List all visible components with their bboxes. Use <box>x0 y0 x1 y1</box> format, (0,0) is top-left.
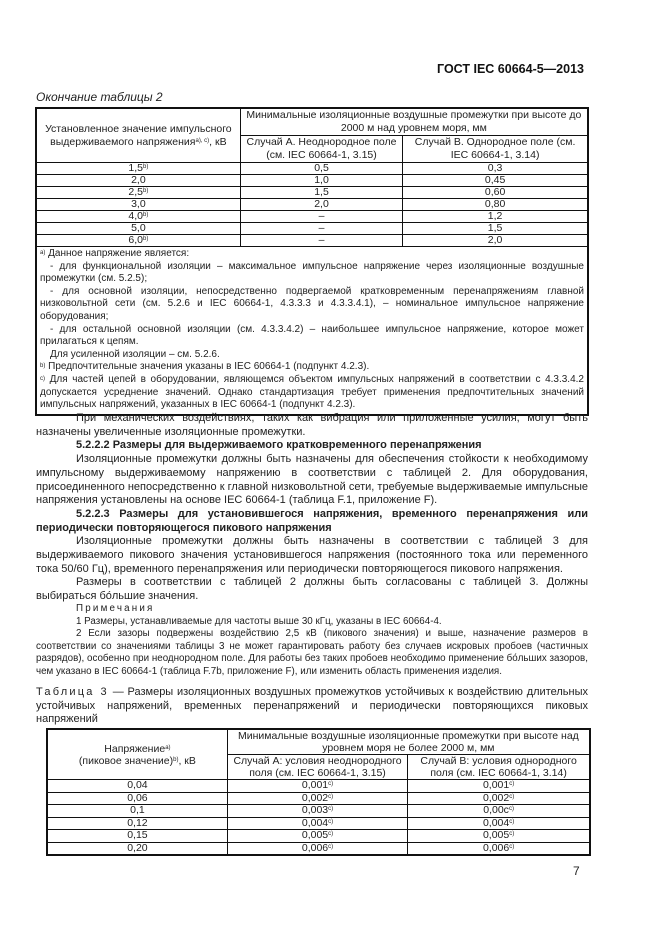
table3-colB-header: Случай В: условия однородного поля (см. IEC 60664-1, 3.14) <box>408 755 590 780</box>
notes-block <box>36 603 588 678</box>
voltage-cell <box>36 175 240 187</box>
note-1: 1 Размеры, устанавливаемые для частоты выше 30 кГц, указаны в IEC 60664-4. <box>76 615 442 627</box>
caseA-cell: 1,0 <box>240 175 402 187</box>
value: 0,006 <box>301 841 329 854</box>
caseB-cell: 1,5 <box>403 223 588 235</box>
footnote-ref: c) <box>328 843 334 850</box>
value: 1,5 <box>128 162 144 174</box>
footnote-ref: b) <box>143 236 149 242</box>
header-text: Напряжение <box>104 742 166 755</box>
paragraph: Изоляционные промежутки должны быть назначены для обеспечения стойкости к необходимому импульсному выдерживаемому напряжению в соответствии с таблицей 2. Для оборудования, присоединенного непосредственно к главной низковольтной сети, требуемые выдерживаемые импульсные напряжения установлены на основе IEC 60664-1 (таблица F.1, приложение F). <box>36 453 588 507</box>
table-row <box>36 175 588 187</box>
footnote-ref: c) <box>509 831 515 837</box>
caseB-cell: 0,3 <box>403 163 588 175</box>
caseA-cell: – <box>240 223 402 235</box>
footnote-ref: a) <box>165 744 171 751</box>
voltage-cell: 0,04 <box>47 780 227 793</box>
value: 0,00c <box>483 804 509 816</box>
caseA-cell: 2,0 <box>240 199 402 211</box>
voltage-cell <box>36 235 240 247</box>
footnote-ref: b) <box>143 188 149 194</box>
voltage-cell <box>36 163 240 175</box>
unit: , кВ <box>209 135 227 148</box>
table-row <box>47 780 590 793</box>
caseB-cell: 1,2 <box>403 211 588 223</box>
footnote-b: Предпочтительные значения указаны в IEC 60664-1 (подпункт 4.2.3). <box>48 361 370 373</box>
table3-title: — Размеры изоляционных воздушных промежутков устойчивых к воздействию длительных устойчивых напряжений, временных перенапряжений и периодически повторяющихся пиковых напряжений <box>36 686 588 725</box>
footnote-mark: c) <box>40 375 45 382</box>
caseA-cell: 1,5 <box>240 187 402 199</box>
caseB-cell: 0,45 <box>403 175 588 187</box>
caseB-cell <box>408 842 590 855</box>
notes-title: Примечания <box>76 603 155 614</box>
caseA-cell <box>227 842 407 855</box>
footnote-ref: c) <box>328 831 334 837</box>
table-row <box>36 199 588 211</box>
caseB-cell <box>408 805 590 818</box>
value: 2,5 <box>128 186 144 198</box>
table2-col1-header <box>36 108 240 163</box>
voltage-cell <box>36 187 240 199</box>
body-text <box>36 412 588 604</box>
paragraph: При механических воздействиях, таких как вибрация или приложенные усилия, могут быть назначены увеличенные изоляционные промежутки. <box>36 412 588 438</box>
value: 0,001 <box>301 779 329 791</box>
paragraph: Изоляционные промежутки должны быть назначены в соответствии с таблицей 3 для выдерживаемого пикового значения установившегося напряжения (постоянного тока или переменного тока 50/60 Гц), временного перенапряжения или периодически повторяющегося пикового напряжения. <box>36 535 588 575</box>
footnote-ref: c) <box>509 793 515 800</box>
value: 6,0 <box>128 234 144 246</box>
footnote-ref: c) <box>509 781 515 787</box>
footnote-ref: b) <box>143 212 149 218</box>
footnote-ref: c) <box>328 818 334 825</box>
footnote-mark: a) <box>40 250 46 256</box>
table3-label: Таблица 3 <box>36 686 109 698</box>
note-2: 2 Если зазоры подвержены воздействию 2,5 кВ (пикового значения) и выше, назначение размеров в соответствии со значениями таблицы 3 не может гарантировать работу без случаев искровых пробоев (частичных разрядов), особенно при неоднородном поле. Для работы без таких пробоев необходимо применение бо́льших зазоров, чем указано в IEC 60664-1 (таблица F.7b, приложение F), или изменить область применения изделия. <box>36 628 588 677</box>
table3-colA-header: Случай А: условия неоднородного поля (см. IEC 60664-1, 3.15) <box>227 755 407 780</box>
table3-caption <box>36 686 588 727</box>
voltage-cell <box>36 199 240 211</box>
unit: , кВ <box>178 754 196 767</box>
table-row <box>36 163 588 175</box>
header-text: Установленное значение импульсного выдерживаемого напряжения <box>45 122 232 148</box>
paragraph: Размеры в соответствии с таблицей 2 должны быть согласованы с таблицей 3. Должны выбираться бо́льшие значения. <box>36 576 588 603</box>
voltage-cell: 0,15 <box>47 830 227 843</box>
caseA-cell <box>227 780 407 793</box>
caseA-cell <box>227 830 407 843</box>
footnote-ref: c) <box>328 793 334 800</box>
table2-colA-header: Случай А. Неоднородное поле (см. IEC 60664-1, 3.15) <box>240 136 402 163</box>
caseB-cell <box>408 830 590 843</box>
table3-group-header: Минимальные воздушные изоляционные промежутки при высоте над уровнем моря не более 2000 м, мм <box>227 729 590 755</box>
table3-col1-header <box>47 729 227 780</box>
value: 0,005 <box>301 829 329 841</box>
footnote-ref: c) <box>509 843 515 850</box>
table-3 <box>46 728 591 856</box>
table-row <box>47 792 590 805</box>
caseB-cell: 0,60 <box>403 187 588 199</box>
caseB-cell <box>408 780 590 793</box>
footnote-ref: c) <box>509 818 515 825</box>
caseB-cell <box>408 792 590 805</box>
voltage-cell <box>36 223 240 235</box>
table-row <box>36 223 588 235</box>
caseB-cell: 0,80 <box>403 199 588 211</box>
value: 0,002 <box>482 791 510 804</box>
footnote-ref: a), c) <box>195 137 210 144</box>
footnote-a-item2: - для основной изоляции, непосредственно подвергаемой кратковременным перенапряжениям главной низковольтной сети (см. 5.2.6 и IEC 60664-1, 4.3.3.3 и 4.3.3.4.1), – номинальное импульсное напряжение оборудования; <box>40 285 584 322</box>
table-2 <box>35 107 589 416</box>
value: 2,0 <box>131 174 146 186</box>
value: 0,003 <box>301 804 329 816</box>
voltage-cell: 0,12 <box>47 817 227 830</box>
table-row <box>47 817 590 830</box>
caseA-cell: – <box>240 235 402 247</box>
voltage-cell: 0,20 <box>47 842 227 855</box>
table-row <box>36 211 588 223</box>
table2-colB-header: Случай В. Однородное поле (см. IEC 60664-1, 3.14) <box>403 136 588 163</box>
footnote-ref: c) <box>508 806 514 812</box>
footnote-ref: b) <box>173 756 179 763</box>
value: 0,002 <box>301 791 329 804</box>
value: 0,004 <box>301 816 329 829</box>
caseA-cell <box>227 817 407 830</box>
footnote-ref: c) <box>328 806 334 812</box>
footnote-ref: c) <box>328 781 334 787</box>
footnote-a-item3: - для остальной основной изоляции (см. 4.3.3.4.2) – наибольшее импульсное напряжение, которое может прилагаться к цепям. <box>40 323 584 348</box>
section-heading-5223: 5.2.2.3 Размеры для установившегося напряжения, временного перенапряжения или периодически повторяющегося пикового напряжения <box>36 507 588 534</box>
footnote-ref: b) <box>143 164 149 170</box>
value: 3,0 <box>131 198 146 210</box>
caseA-cell: – <box>240 211 402 223</box>
footnote-c: Для частей цепей в оборудовании, являющемся объектом импульсных напряжений в соответствии с 4.3.3.4.2 допускается усреднение значений. Однако стандартизация требует применения предпочтительных значений импульсных напряжений, указанных в IEC 60664-1 (подпункт 4.2.3). <box>40 373 584 411</box>
footnote-a-intro: Данное напряжение является: <box>48 248 190 259</box>
table2-footnotes <box>36 247 588 415</box>
table-row <box>36 187 588 199</box>
table-row <box>36 235 588 247</box>
table-row <box>47 805 590 818</box>
value: 0,005 <box>482 829 510 841</box>
voltage-cell: 0,06 <box>47 792 227 805</box>
caseB-cell <box>408 817 590 830</box>
page-number: 7 <box>573 864 580 878</box>
table2-caption: Окончание таблицы 2 <box>36 90 163 104</box>
value: 5,0 <box>131 222 146 234</box>
caseA-cell: 0,5 <box>240 163 402 175</box>
table2-group-header: Минимальные изоляционные воздушные промежутки при высоте до 2000 м над уровнем моря, мм <box>240 108 588 136</box>
caseB-cell: 2,0 <box>403 235 588 247</box>
caseA-cell <box>227 792 407 805</box>
value: 4,0 <box>128 210 144 222</box>
footnote-mark: b) <box>40 363 46 370</box>
value: 0,001 <box>482 779 510 791</box>
footnote-a-item4: Для усиленной изоляции – см. 5.2.6. <box>50 348 220 360</box>
value: 0,004 <box>482 816 510 829</box>
section-heading-5222: 5.2.2.2 Размеры для выдерживаемого кратковременного перенапряжения <box>76 439 482 452</box>
table-row <box>47 842 590 855</box>
document-id: ГОСТ IEC 60664-5—2013 <box>437 62 584 76</box>
footnote-a-item1: - для функциональной изоляции – максимальное импульсное напряжение через изоляционные воздушные промежутки (см. 5.2.5); <box>40 260 584 285</box>
voltage-cell: 0,1 <box>47 805 227 818</box>
value: 0,006 <box>482 841 510 854</box>
voltage-cell <box>36 211 240 223</box>
caseA-cell <box>227 805 407 818</box>
table-row <box>47 830 590 843</box>
header-text: (пиковое значение) <box>78 754 174 767</box>
